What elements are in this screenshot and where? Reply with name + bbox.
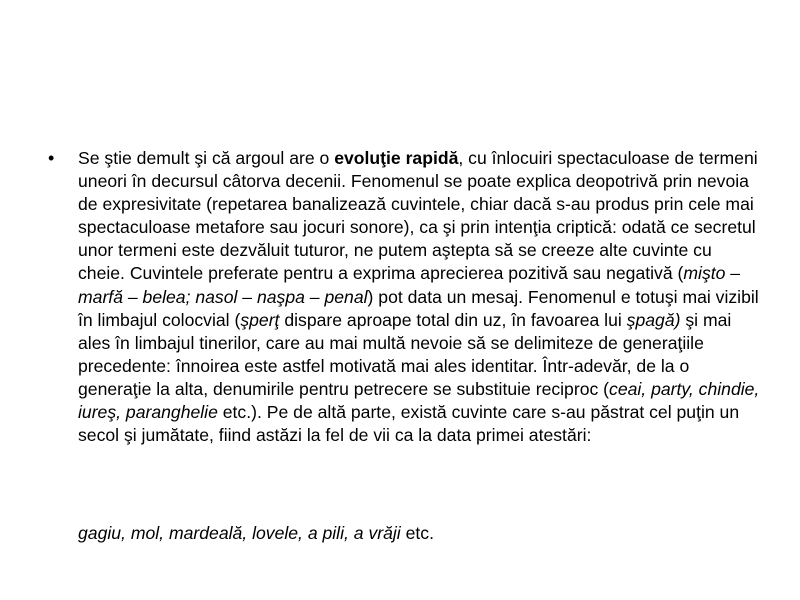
text-segment: etc.). Pe de altă parte, există cuvinte care s-au păstrat cel puţin un secol şi jumătate, fiind astăzi la fel de vii ca la data primei atestări: [78, 402, 740, 446]
text-segment: etc. [400, 523, 434, 543]
example-word-italic: şperţ [240, 309, 280, 330]
bullet-point: • [48, 148, 55, 168]
text-segment: , cu înlocuiri spectaculoase de termeni uneori în decursul câtorva decenii. Fenomenul se poate explica deopotrivă prin nevoia de expresivitate (repetarea banalizează cuvintele, chiar dacă s-au produs prin cele mai spectaculoase metafore sau jocuri sonore), ca şi prin intenţia criptică: odată ce secretul unor termeni este dezvăluit tuturor, ne putem aştepta să se creeze alte cuvinte cu cheie. Cuvintele preferate pentru a exprima aprecierea pozitivă sau negativă ( [78, 148, 758, 284]
example-list-paragraph [78, 522, 760, 545]
text-segment: şi mai ales în limbajul tinerilor, care au mai multă nevoie să se delimiteze de generaţiile precedente: înnoirea este astfel motivată mai ales identitar. Într-adevăr, de la o generaţie la alta, denumirile pentru petrecere se substituie reciproc ( [78, 309, 732, 399]
text-segment: Se ştie demult şi că argoul are o [78, 148, 335, 168]
text-segment: ) pot data un mesaj. Fenomenul e totuşi mai vizibil în limbajul colocvial ( [78, 286, 759, 330]
example-words-italic: gagiu, mol, mardeală, lovele, a pili, a vrăji [78, 523, 401, 543]
example-words-italic: mişto – marfă – belea; nasol – naşpa – penal [78, 263, 741, 307]
example-words-italic: ceai, party, chindie, iureş, paranghelie [78, 378, 760, 423]
text-segment: dispare aproape total din uz, în favoarea lui [279, 309, 627, 330]
emphasis-bold: evoluţie rapidă [334, 148, 459, 168]
main-paragraph [78, 147, 760, 447]
example-word-italic: şpagă) [626, 309, 681, 330]
